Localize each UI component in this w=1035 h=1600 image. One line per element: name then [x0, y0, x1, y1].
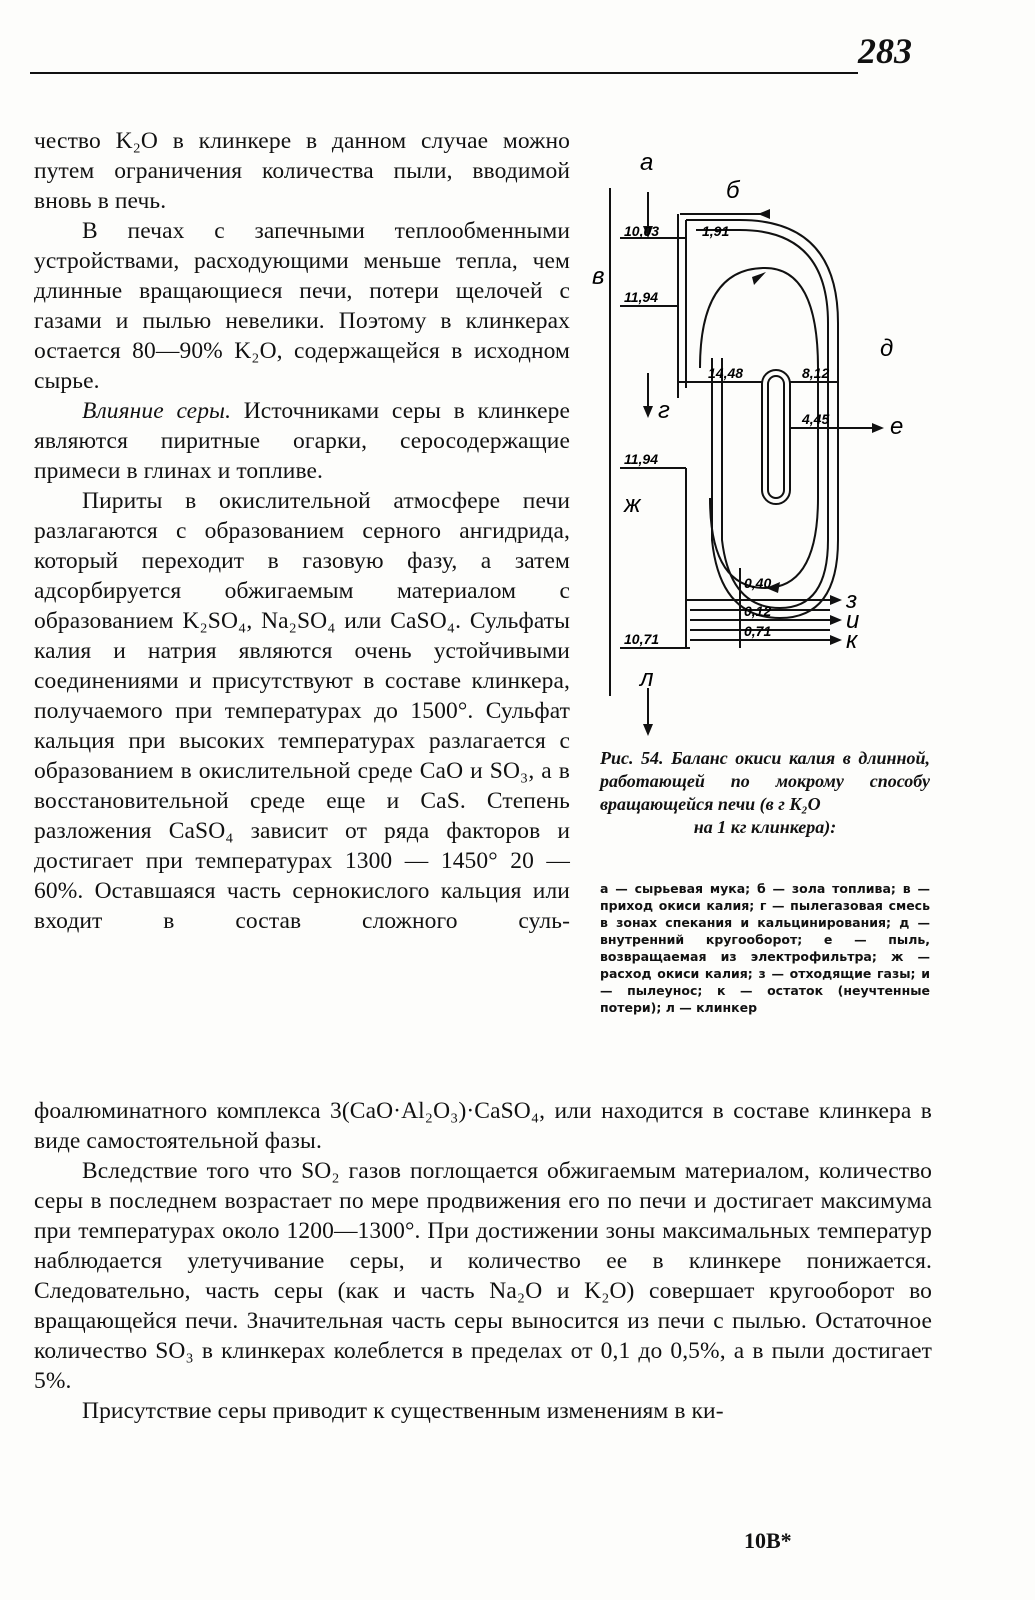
paragraph: Вследствие того что SO₂ газов поглощается обжигаемым материалом, количество серы в последнем возрастает по мере продвижения его по печи и достигает максимума при температурах около 1200—1300°. При достижении зоны максимальных температур наблюдается улетучивание серы, и количество ее в клинкере понижается. Следовательно, часть серы (как и часть Na₂O и K₂O) совершает кругооборот во вращающейся печи. Значительная часть серы выносится из печи с пылью. Остаточное количество SO₃ в клинкерах колеблется в пределах от 0,1 до 0,5%, а в пыли достигает 5%. [34, 1158, 932, 1394]
paragraph: Пириты в окислительной атмосфере печи разлагаются с образованием серного ангидрида, который переходит в газовую фазу, а затем адсорбируется обжигаемым материалом с образованием K₂SO₄, Na₂SO₄ или CaSO₄. Сульфаты калия и натрия являются очень устойчивыми соединениями и присутствуют в составе клинкера, получаемого при температурах до 1500°. Сульфат кальция при высоких температурах разлагается с образованием в окислительной среде CaO и SO₃, а в восстановительной среде еще и CaS. Степень разложения CaSO₄ зависит от ряда факторов и достигает при температурах 1300 — 1450° 20 — 60%. Оставшаяся часть сернокислого кальция или входит в состав сложного суль- [34, 488, 570, 934]
label-d: д [880, 335, 894, 362]
paragraph-sulfur [34, 396, 570, 486]
kiln-balance-diagram [590, 148, 935, 738]
figure-legend: а — сырьевая мука; б — зола топлива; в — приход окиси калия; г — пылегазовая смесь в зонах спекания и кальцинирования; д — внутренний кругооборот; е — пыль, возвращаемая из электрофильтра; ж — расход окиси калия; з — отходящие газы; и — пылеунос; к — остаток (неучтенные потери); л — клинкер [600, 881, 930, 1015]
caption-subtitle: на 1 кг клинкера): [693, 817, 837, 837]
label-a: а [640, 149, 654, 176]
value-v4: 14,48 [708, 365, 744, 381]
label-k: к [846, 627, 858, 654]
paragraph: фоалюминатного комплекса 3(CaO·Al₂O₃)·CaSO₄, или находится в составе клинкера в виде самостоятельной фазы. [34, 1098, 932, 1154]
label-v: в [592, 263, 605, 290]
caption-title: Рис. 54. Баланс окиси калия в длинной, работающей по мокрому способу вращающейся печи (в г K₂O [600, 748, 930, 814]
value-v9: 0,12 [744, 603, 772, 619]
left-column-text [34, 126, 570, 936]
value-v3: 11,94 [624, 289, 658, 305]
central-kiln-slot [762, 370, 790, 504]
full-width-text [34, 1096, 932, 1426]
paragraph-body: Источниками серы в клинкере являются пиритные огарки, серосодержащие примеси в глинах и топливе. [34, 398, 570, 484]
value-v11: 10,71 [624, 631, 660, 647]
paragraph: чество K₂O в клинкере в данном случае можно путем ограничения количества пыли, вводимой вновь в печь. [34, 128, 570, 214]
page-number: 283 [858, 31, 912, 71]
section-heading: Влияние серы. [82, 398, 232, 424]
label-i: и [846, 607, 860, 634]
value-v5: 8,12 [802, 365, 830, 381]
header-rule [30, 72, 858, 74]
paragraph: Присутствие серы приводит к существенным изменениям в ки- [82, 1398, 724, 1424]
label-b: б [726, 177, 740, 204]
label-e: е [890, 413, 904, 440]
arrow-b-head [758, 209, 770, 219]
value-v8: 0,40 [744, 575, 772, 591]
figure-caption [600, 747, 930, 839]
footer-signature-mark: 10В* [744, 1528, 792, 1553]
value-v7: 11,94 [624, 451, 658, 467]
paragraph: В печах с запечными теплообменными устройствами, расходующими меньше тепла, чем длинные вращающиеся печи, потери щелочей с газами и пылью невелики. Поэтому в клинкерах остается 80—90% K₂O, содержащейся в исходном сырье. [34, 218, 570, 394]
value-v10: 0,71 [744, 623, 772, 639]
value-v1: 10,03 [624, 223, 660, 239]
value-v2: 1,91 [702, 223, 730, 239]
label-g: г [658, 397, 670, 424]
label-l: л [640, 665, 654, 692]
value-v6: 4,45 [802, 411, 830, 427]
label-z: з [846, 587, 858, 614]
label-zh: ж [624, 491, 641, 518]
figure-diagram [590, 148, 935, 738]
